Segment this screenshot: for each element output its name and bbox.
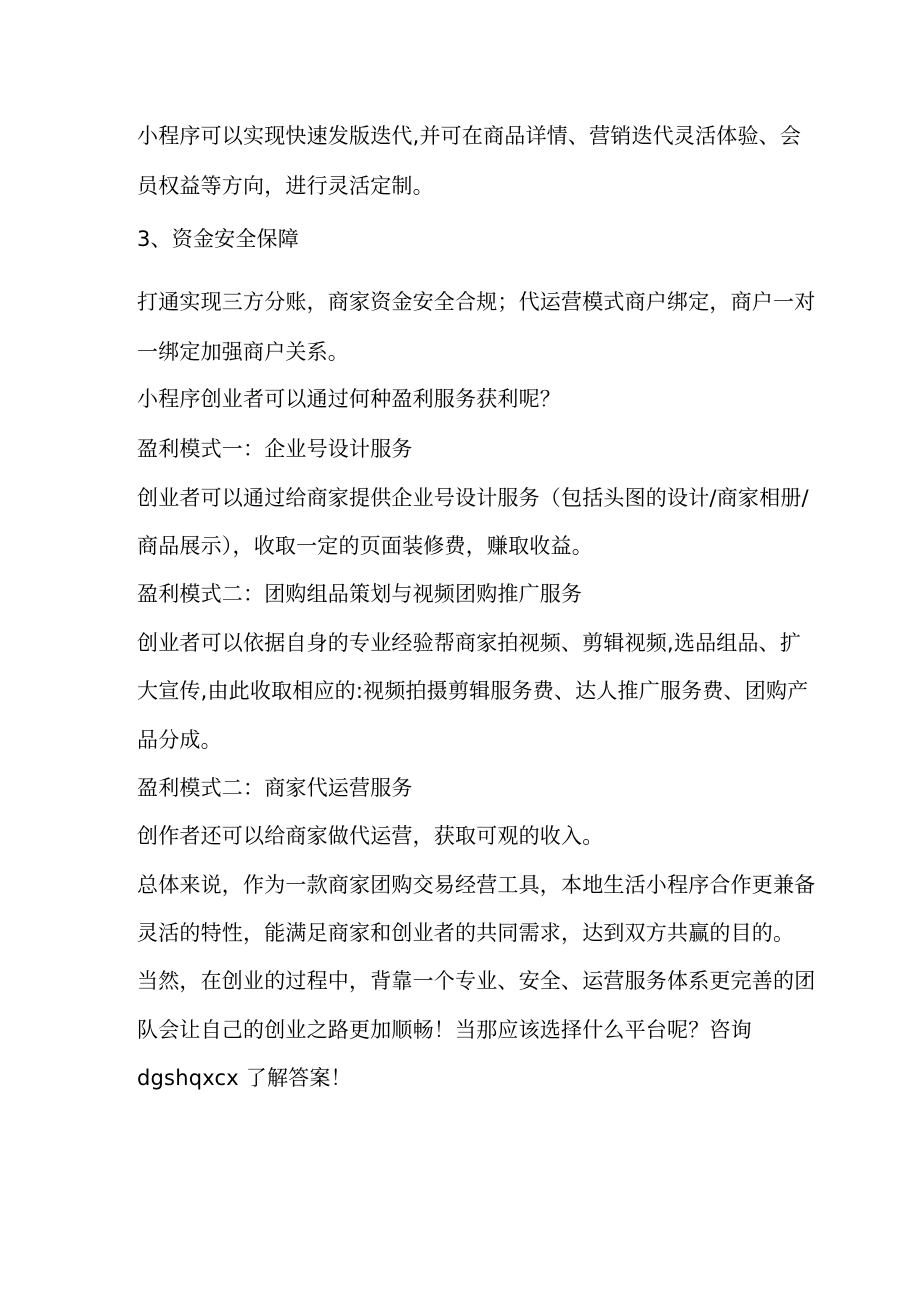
text-line: 大宣传,由此收取相应的:视频拍摄剪辑服务费、达人推广服务费、团购产 [137, 679, 809, 703]
text-line: 当然，在创业的过程中，背靠一个专业、安全、运营服务体系更完善的团 [137, 969, 816, 993]
text-line: dgshqxcx 了解答案！ [137, 1066, 352, 1090]
text-line: 盈利模式二：商家代运营服务 [137, 776, 413, 800]
text-line: 总体来说，作为一款商家团购交易经营工具，本地生活小程序合作更兼备 [137, 873, 816, 897]
text-line: 盈利模式一：企业号设计服务 [137, 437, 413, 461]
text-line: 商品展示），收取一定的页面装修费，赚取收益。 [137, 534, 593, 558]
text-line: 盈利模式二：团购组品策划与视频团购推广服务 [137, 582, 583, 606]
text-line: 创业者可以依据自身的专业经验帮商家拍视频、剪辑视频,选品组品、扩 [137, 631, 802, 655]
section-heading: 3、资金安全保障 [137, 227, 299, 251]
text-line: 队会让自己的创业之路更加顺畅！当那应该选择什么平台呢？咨询 [137, 1018, 752, 1042]
text-line: 灵活的特性，能满足商家和创业者的共同需求，达到双方共赢的目的。 [137, 921, 795, 945]
text-line: 创业者可以通过给商家提供企业号设计服务（包括头图的设计/商家相册/ [137, 486, 809, 510]
text-line: 小程序可以实现快速发版迭代,并可在商品详情、营销迭代灵活体验、会 [137, 124, 802, 148]
text-line: 打通实现三方分账，商家资金安全合规；代运营模式商户绑定，商户一对 [137, 290, 816, 314]
text-line: 员权益等方向，进行灵活定制。 [137, 174, 434, 198]
text-line: 一绑定加强商户关系。 [137, 340, 349, 364]
text-line: 创作者还可以给商家做代运营，获取可观的收入。 [137, 824, 604, 848]
text-line: 小程序创业者可以通过何种盈利服务获利呢？ [137, 387, 561, 411]
text-line: 品分成。 [137, 728, 222, 752]
